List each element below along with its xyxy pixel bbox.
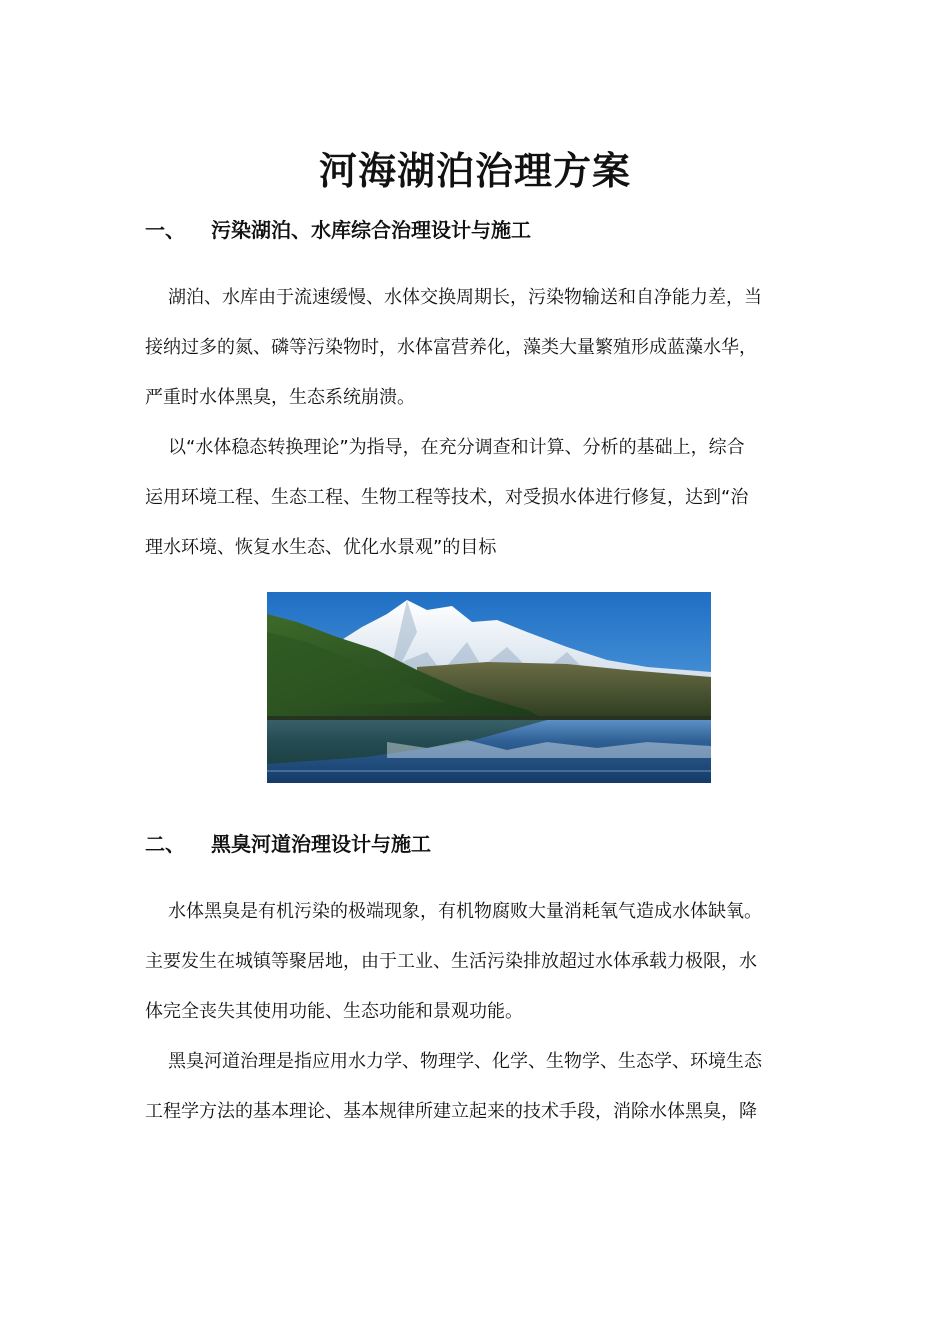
paragraph-line: 湖泊、水库由于流速缓慢、水体交换周期长，污染物输送和自净能力差，当 xyxy=(168,287,762,308)
paragraph-line: 黑臭河道治理是指应用水力学、物理学、化学、生物学、生态学、环境生态 xyxy=(168,1051,762,1072)
mountain-lake-photo xyxy=(267,592,711,783)
paragraph-line: 水体黑臭是有机污染的极端现象，有机物腐败大量消耗氧气造成水体缺氧。 xyxy=(168,901,762,922)
paragraph-line: 以“水体稳态转换理论”为指导，在充分调查和计算、分析的基础上，综合 xyxy=(168,437,745,458)
section-heading-2 xyxy=(145,828,431,857)
section-title: 黑臭河道治理设计与施工 xyxy=(211,832,431,856)
section-title: 污染湖泊、水库综合治理设计与施工 xyxy=(211,218,531,242)
document-title: 河海湖泊治理方案 xyxy=(318,149,631,193)
paragraph-line: 理水环境、恢复水生态、优化水景观”的目标 xyxy=(145,537,497,558)
paragraph-line: 运用环境工程、生态工程、生物工程等技术，对受损水体进行修复，达到“治 xyxy=(145,487,749,508)
paragraph-line: 严重时水体黑臭，生态系统崩溃。 xyxy=(145,387,415,408)
section-number: 一、 xyxy=(145,218,185,242)
paragraph-line: 体完全丧失其使用功能、生态功能和景观功能。 xyxy=(145,1001,523,1022)
paragraph-line: 接纳过多的氮、磷等污染物时，水体富营养化，藻类大量繁殖形成蓝藻水华， xyxy=(145,337,757,358)
section-number: 二、 xyxy=(145,832,185,856)
paragraph-line: 主要发生在城镇等聚居地，由于工业、生活污染排放超过水体承载力极限，水 xyxy=(145,951,757,972)
paragraph-line: 工程学方法的基本理论、基本规律所建立起来的技术手段，消除水体黑臭，降 xyxy=(145,1101,757,1122)
section-heading-1 xyxy=(145,214,531,243)
